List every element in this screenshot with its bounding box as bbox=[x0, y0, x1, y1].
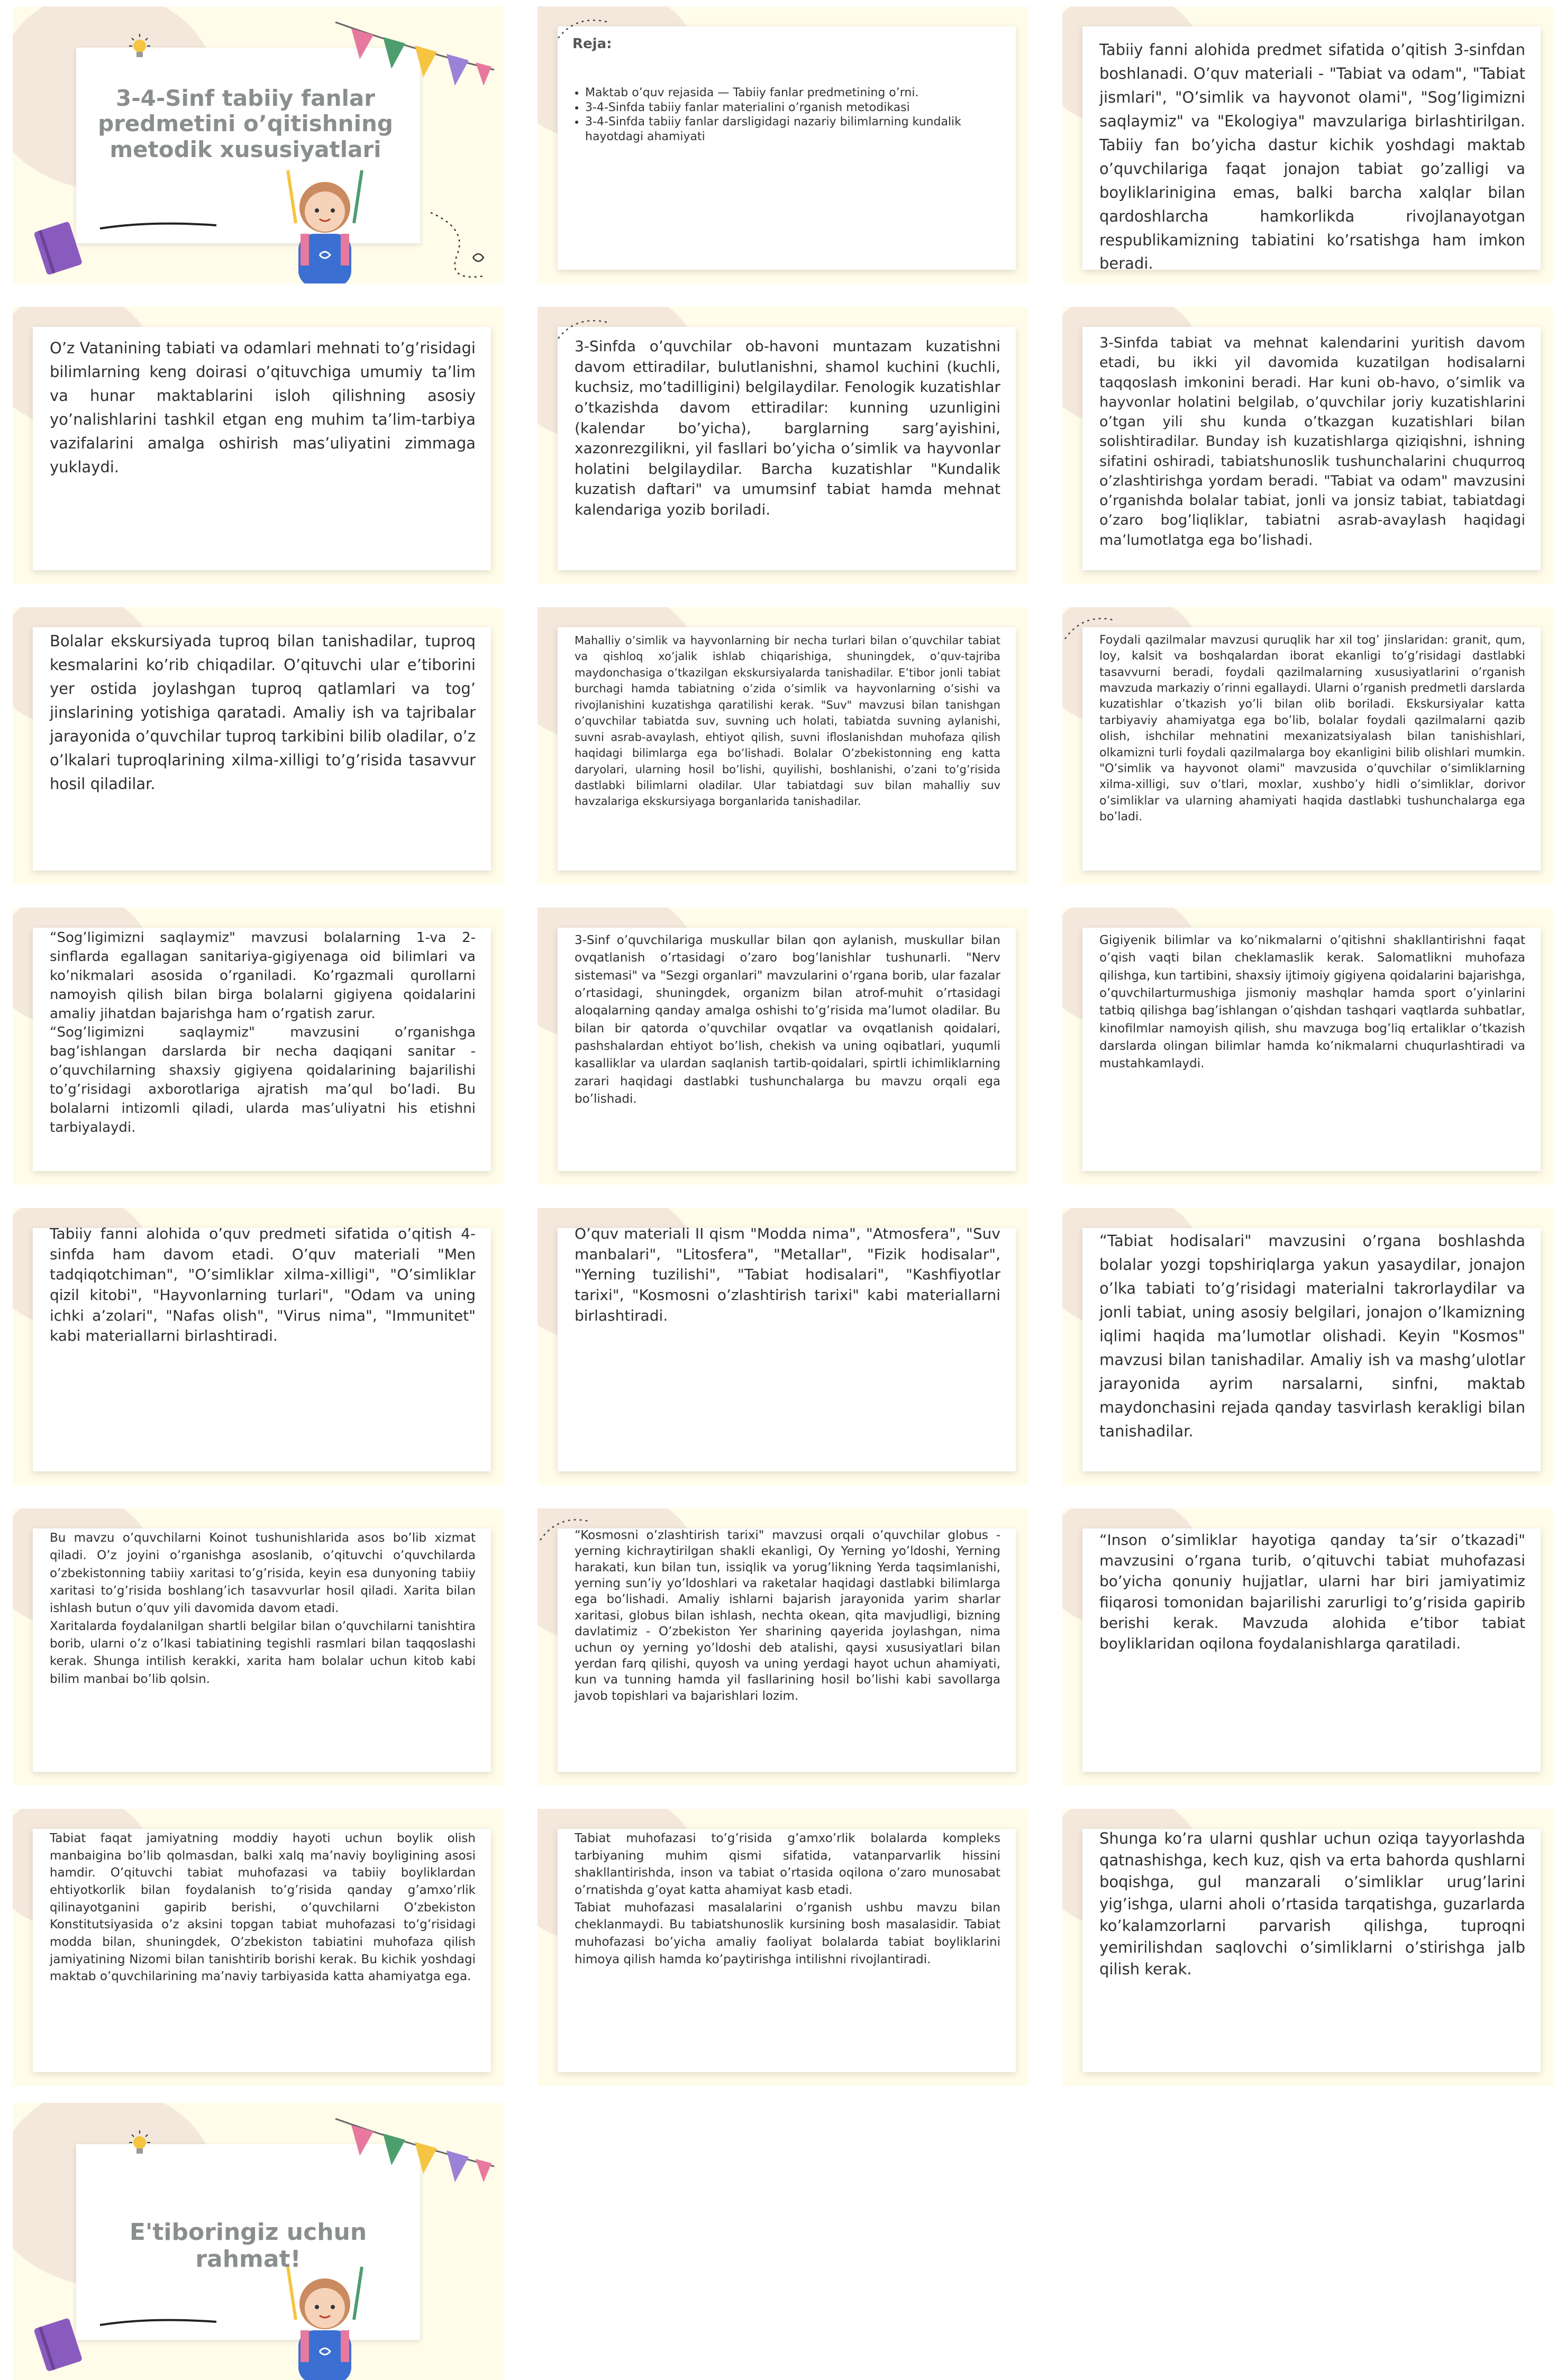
plan-item: • Maktab o’quv rejasida — Tabiiy fanlar predmetining o’rni. bbox=[585, 86, 1019, 100]
bunting-flags-decoration bbox=[330, 2108, 499, 2203]
slide-paragraph: Tabiiy fanni alohida o’quv predmeti sifatida o’qitish 4-sinfda ham davom etadi. O’quv materiali "Men tadqiqotchiman", "O’simliklar xilma-xilligi", "O’simliklar qizil kitobi", "Hayvonlarning turlari", "Odam va uning ichki a’zolari", "Nafas olish", "Virus nima", "Immunitet" kabi materiallarni birlashtiradi. bbox=[50, 1225, 476, 1345]
slide-paragraph: 3-Sinfda tabiat va mehnat kalendarini yuritish davom etadi, bu ikki yil davomida kuzatilgan hodisalarni taqqoslash imkonini beradi. Har kuni ob-havo, o’simlik va hayvonlar holatini belgilab, o’quvchilar joriy kuzatishlarini o’tgan yili shu kunda o’tkazgan kuzatishlari bilan solishtiradilar. Bunday ish kuzatishlarga qiziqishni, ishning sifatini oshiradi, tabiatshunoslik tushunchalarini chuqurroq o’zlashtirishga yordam beradi. "Tabiat va odam" mavzusini o’rganishda bolalar tabiat, jonli va jonsiz tabiat, tabiatdagi o’zaro bog’liqliklar, tabiatni asrab-avaylash haqidagi ma’lumotlatga ega bo’lishadi. bbox=[1099, 335, 1525, 548]
slide-text-3[interactable] bbox=[1062, 6, 1553, 283]
slide-paragraph: 3-Sinf o’quvchilariga muskullar bilan qon aylanish, muskullar bilan ovqatlanish o’rtasidagi o’zaro bog’lanishlar tushunarli. "Nerv sistemasi" va "Sezgi organlari" mavzularini o’rgana borib, ular fazalar o’rtasidagi, shuningdek, organizm bilan atrof-muhit o’rtasidagi aloqalarning qanday amalga oshishi to’g’risida ma’lumot oladilar. Bu bilan bir qatorda o’quvchilar ovqatlar va ovqatlanish qoidalari, pashshalardan ehtiyot bo’lish, chekish va uning oqibatlari, yuqumli kasalliklar va ulardan saqlanish tartib-qoidalari, spirtli ichimliklarning zarari haqidagi dastlabki tushunchalarga bu mavzu orqali ega bo’lishadi. bbox=[575, 933, 1000, 1106]
slide-paragraph: “Sog’ligimizni saqlaymiz" mavzusi bolalarning 1-va 2- sinflarda egallagan sanitariya-gigiyenaga oid bilimlari va ko’nikmalari asosida o’rganiladi. Ko’rgazmali qurollarni namoyish qilish bilan birga bolalarni gigiyena qoidalarini amaliy jihatdan bajarishga ham o’rgatish zarur. “Sog’ligimizni saqlaymiz" mavzusini o’rganishga bag’ishlangan darslarda bir necha daqiqani sanitar - o’quvchilarning shaxsiy gigiyena qoidalarining bajarilishi to’g’risidagi axborotlariga ajratish ma’qul bo’ladi. Bu bolalarni intizomli qiladi, ularda mas’uliyatni his etishni tarbiyalaydi. bbox=[50, 930, 476, 1136]
slide-text-20[interactable] bbox=[538, 1809, 1028, 2086]
slide-paragraph: “Inson o’simliklar hayotiga qanday ta’sir o’tkazadi" mavzusini o’rgana turib, o’qituvchi tabiat muhofazasi bo’yicha qonuniy hujjatlar, ularni har biri jamiyatimiz fiiqarosi tomonidan bajarilishi zarurligi to’g’risida gapirib berishi kerak. Mavzuda alohida e’tibor tabiat boyliklaridan oqilona foydalanishlarga qaratiladi. bbox=[1099, 1531, 1525, 1652]
slide-text-6[interactable] bbox=[1062, 307, 1553, 584]
slide-text-8[interactable] bbox=[538, 607, 1028, 884]
bunting-flags-decoration bbox=[330, 12, 499, 107]
plan-item: • 3-4-Sinfda tabiiy fanlar materialini o’rganish metodikasi bbox=[585, 100, 1019, 115]
slide-paragraph: O’z Vatanining tabiati va odamlari mehnati to’g’risidagi bilimlarning keng doirasi o’qituvchiga umumiy ta’lim va hunar maktablarini isloh qilishning asosiy yo’nalishlarini tashkil etgan eng muhim ta’lim-tarbiya vazifalarini amalga oshirish mas’uliyatini zimmaga yuklaydi. bbox=[50, 339, 476, 476]
slide-text-11[interactable] bbox=[538, 908, 1028, 1185]
slide-paragraph: Shunga ko’ra ularni qushlar uchun oziqa tayyorlashda qatnashishga, kech kuz, qish va erta bahorda qushlarni boqishga, gul manzarali o’simliklar urug’larini yig’ishga, ularni aholi o’rtasida tarqatishga, guzarlarda ko’kalamzorlarni parvarish qilishga, tuproqni yemirilishdan saqlovchi o’simliklarni o’stirishga jalb qilish kerak. bbox=[1099, 1829, 1525, 1979]
plan-heading: Reja: bbox=[572, 36, 612, 52]
slide-paragraph: “Tabiat hodisalari" mavzusini o’rgana boshlashda bolalar yozgi topshiriqlarga yakun yasaydilar, jonajon o’lka tabiati to’g’risidagi materialni takrorlaydilar va jonli tabiat, uning asosiy belgilari, jonajon o’lkamizning iqlimi haqida ma’lumotlar olishadi. Keyin "Kosmos" mavzusi bilan tanishadilar. Amaliy ish va mashg’ulotlar jarayonida ayrim narsalarni, sinfni, maktab maydonchasini rejada qanday tasvirlash kerakligi bilan tanishadilar. bbox=[1099, 1232, 1525, 1440]
dotted-path-decoration bbox=[1062, 607, 1121, 644]
dotted-path-decoration bbox=[425, 207, 494, 281]
slide-title[interactable] bbox=[13, 6, 504, 283]
slide-plan[interactable] bbox=[538, 6, 1028, 283]
slide-text-16[interactable] bbox=[13, 1508, 504, 1786]
book-icon bbox=[29, 218, 87, 276]
girl-illustration bbox=[256, 160, 394, 283]
plan-card bbox=[558, 26, 1016, 270]
dotted-path-decoration bbox=[556, 312, 614, 344]
slide-paragraph: O’quv materiali II qism "Modda nima", "Atmosfera", "Suv manbalari", "Litosfera", "Metallar", "Fizik hodisalar", "Yerning tuzilishi", "Tabiat hodisalari", "Kashfiyotlar tarixi", "Kosmosni o’zlashtirish tarixi" kabi materiallarni birlashtiradi. bbox=[575, 1225, 1000, 1324]
presentation-title: 3-4-Sinf tabiiy fanlar predmetini o’qitishning metodik xususiyatlari bbox=[98, 85, 393, 162]
lightbulb-icon bbox=[126, 2129, 153, 2161]
slide-paragraph: 3-Sinfda o’quvchilar ob-havoni muntazam kuzatishni davom ettiradilar, bulutlanishni, shamol kuchini (kuchli, kuchsiz, mo’tadilligini) belgilaydilar. Fenologik kuzatishlar o’tkazishda davom ettiradilar: kunning uzunligini (kalendar bo’yicha), barglarning sarg’ayishini, xazonrezgilikni, yil fasllari bo’yicha o’simlik va hayvonlar holatini belgilaydilar. Barcha kuzatishlar "Kundalik kuzatish daftari" va umumsinf tabiat hamda mehnat kalendariga yozib boriladi. bbox=[575, 337, 1000, 518]
slide-text-12[interactable] bbox=[1062, 908, 1553, 1185]
slide-text-13[interactable] bbox=[13, 1208, 504, 1485]
slide-text-15[interactable] bbox=[1062, 1208, 1553, 1485]
slide-paragraph: Bolalar ekskursiyada tuproq bilan tanishadilar, tuproq kesmalarini ko’rib chiqadilar. O’qituvchi ular e’tiborini yer ostida joylashgan tuproq qatlamlari va tog’ jinslarining yotishiga qaratadi. Amaliy ish va tajribalar jarayonida o’quvchilar tuproq tarkibini bilib oladilar, o’z o’lkalari tuproqlarining xilma-xilligi to’g’risida tasavvur hosil qiladilar. bbox=[50, 632, 476, 793]
slide-text-10[interactable] bbox=[13, 908, 504, 1185]
slide-text-7[interactable] bbox=[13, 607, 504, 884]
slide-paragraph: Tabiat muhofazasi to’g’risida g’amxo’rlik bolalarda kompleks tarbiyaning muhim qismi sifatida, vatanparvarlik hissini shakllantirishda, inson va tabiat o’rtasida oqilona o’zaro munosabat o’rnatishda g’oyat katta ahamiyat kasb etadi. Tabiat muhofazasi masalalarini o’rganish ushbu mavzu bilan cheklanmaydi. Bu tabiatshunoslik kursining bosh masalasidir. Tabiat muhofazasi bo’yicha amaliy faoliyat bolalarda tabiat boyliklarini himoya qilish hamda ko’paytirishga intilishni rivojlantiradi. bbox=[575, 1832, 1000, 1966]
slide-text-4[interactable] bbox=[13, 307, 504, 584]
slide-text-18[interactable] bbox=[1062, 1508, 1553, 1786]
girl-illustration bbox=[256, 2256, 394, 2380]
slide-text-9[interactable] bbox=[1062, 607, 1553, 884]
book-icon bbox=[29, 2314, 87, 2373]
slide-paragraph: Tabiiy fanni alohida predmet sifatida o’qitish 3-sinfdan boshlanadi. O’quv materiali - "Tabiat va odam", "Tabiat jismlari", "O’simlik va hayvonot olami", "Sog’ligimizni saqlaymiz" va "Ekologiya" mavzulariga birlashtirilgan. Tabiiy fan bo’yicha dastur kichik yoshdagi maktab o’quvchilariga faqat jonajon tabiat go’zalligi va boyliklarinigina emas, balki barcha xalqlar bilan qardoshlarcha hamkorlikda rivojlanayotgan respublikamizning tabiatini ko’rsatishga ham imkon beradi. bbox=[1099, 41, 1525, 273]
dotted-path-decoration bbox=[538, 1508, 596, 1545]
slide-paragraph: Mahalliy o’simlik va hayvonlarning bir necha turlari bilan o’quvchilar tabiat va qishloq xo’jalik ishlab chiqarishiga, shuningdek, o’quv-tajriba maydonchasiga o’tkazilgan ekskursiyalarda tanishadilar. E’tibor jonli tabiat burchagi hamda tabiatning o’zida o’simlik va hayvonlarning o’sishi va rivojlanishini kuzatishga qaratilishi kerak. "Suv" mavzusi bilan tanishgan o’quvchilar tabiatda suv, suvning uch holati, tabiatda suvning aylanishi, suvni asrab-avaylash, ehtiyot qilish, suvni ifloslanishdan muhofaza qilish haqidagi bilimlarga ega bo’lishadi. Bolalar O’zbekistonning eng katta daryolari, ularning hosil bo’lishi, quyilishi, boshlanishi, o’zani to’g’risida dastlabki bilimlarni oladilar. Ular tabiatdagi suv bilan mahalliy suv havzalariga ekskursiyaga borganlarida tanishadilar. bbox=[575, 634, 1000, 808]
slide-text-14[interactable] bbox=[538, 1208, 1028, 1485]
lightbulb-icon bbox=[126, 33, 153, 65]
slide-text-19[interactable] bbox=[13, 1809, 504, 2086]
plan-list bbox=[572, 86, 1019, 144]
slide-paragraph: Gigiyenik bilimlar va ko’nikmalarni o’qitishni shakllantirishni faqat o’qish vaqti bilan cheklamaslik kerak. Salomatlikni muhofaza qilishga, kun tartibini, shaxsiy ijtimoiy gigiyena qoidalarini bajarishga, o’quvchilarturmushiga jismoniy mashqlar hamda sport o’yinlarini tatbiq qilishga bag’ishlangan o’qishdan tashqari vaqtlarda suhbatlar, kinofilmlar namoyish qilish, shu mavzuga bog’liq ertaliklar o’tkazish darslarda olingan bilimlar hamda ko’nikmalarni chuqurlashtiradi va mustahkamlaydi. bbox=[1099, 933, 1525, 1071]
dotted-path-decoration bbox=[556, 12, 614, 43]
underline-stroke bbox=[97, 2314, 219, 2330]
slide-paragraph: Tabiat faqat jamiyatning moddiy hayoti uchun boylik olish manbaigina bo’lib qolmasdan, balki xalq ma’naviy boyligining asosi hamdir. O’qituvchi tabiat muhofazasi va tabiiy boyliklardan ehtiyotkorlik bilan foydalanish to’g’risida qanday g’amxo’rlik qilinayotganini gapirib berishi, o’quvchilarni O’zbekiston Konstitutsiyasida o’z aksini topgan tabiat muhofazasi to’g’risidagi modda bilan, shuningdek, O’zbekiston tabiatini muhofaza qilish jamiyatining Nizomi bilan tanishtirib borishi kerak. Bu kichik yoshdagi maktab o’quvchilarining ma’naviy tarbiyasida katta ahamiyatga ega. bbox=[50, 1832, 476, 1984]
plan-item: • 3-4-Sinfda tabiiy fanlar darsligidagi nazariy bilimlarning kundalik hayotdagi ahamiyati bbox=[585, 115, 1019, 144]
slide-text-17[interactable] bbox=[538, 1508, 1028, 1786]
thanks-heading: E'tiboringiz uchun rahmat! bbox=[129, 2219, 367, 2273]
slide-text-5[interactable] bbox=[538, 307, 1028, 584]
slide-paragraph: Bu mavzu o’quvchilarni Koinot tushunishlarida asos bo’lib xizmat qiladi. O’z joyini o’rganishga asoslanib, o’qituvchi o’quvchilarda o’zbekistonning tabiiy xaritasi to’g’risida, keyin esa dunyoning tabiiy xaritasi to’g’risida boshlang’ich tasavvurlar hosil qiladi. Xarita bilan ishlash butun o’quv yili davomida davom etadi. Xaritalarda foydalanilgan shartli belgilar bilan o’quvchilarni tanishtira borib, ularni o’z o’lkasi tabiatining tegishli rasmlari bilan taqqoslashi kerak. Shunga intilish kerakki, xarita ham bolalar uchun kitob kabi bilim manbai bo’lib qolsin. bbox=[50, 1531, 476, 1686]
slide-text-21[interactable] bbox=[1062, 1809, 1553, 2086]
slide-paragraph: “Kosmosni o’zlashtirish tarixi" mavzusi orqali o’quvchilar globus - yerning kichraytirilgan shakli ekanligi, Oy Yerning yo’ldoshi, Yerning harakati, kun bilan tun, issiqlik va yorug’likning Yerda taqsimlanishi, yerning sun’iy yo’ldoshlari va raketalar haqidagi dastlabki bilimlarga ega bo’lishadi. Amaliy ishlarni bajarish jarayonida yarim sharlar xaritasi, globus bilan ishlash, nechta okean, qita mavjudligi, bizning davlatimiz - O’zbekiston Yer sharining qayerida joylashgan, nima uchun oy yerning yo’ldoshi deb atalishi, qaysi xususiyatlari bilan yerdan farq qilishi, quyosh va uning yerdagi hayot uchun ahamiyati, kun va tunning hamda yil fasllarining hosil bo’lishi kabi savollarga javob topishlari va bajarishlari lozim. bbox=[575, 1528, 1000, 1703]
slide-paragraph: Foydali qazilmalar mavzusi quruqlik har xil tog’ jinslaridan: granit, qum, loy, kalsit va boshqalardan iborat ekanligi to’g’risidagi dastlabki tasavvurni beradi, foydali qazilmalarning xususiyatlarini o’rganish mavzuda markaziy o’rinni egallaydi. Ularni o’rganish predmetli darslarda kuzatishlar o’tkazish yo’li bilan olib boriladi. Ekskursiyalar katta tarbiyaviy ahamiyatga ega bo’lib, bolalar foydali qazilmalarni qazib olish, ishchilar mehnatini mexanizatsiyalash bilan tanishishlari, olkamizni turli foydali qazilmalarga boy ekanligini bilib olishlari mumkin. "O’simlik va hayvonot olami" mavzusida o’quvchilar o’simliklarning xilma-xilligi, suv o’tlari, moxlar, xushbo’y hidli o’simliklar, dorivor o’simliklar va ularning ahamiyati haqida dastlabki tushunchalarga ega bo’ladi. bbox=[1099, 634, 1525, 823]
slide-thanks[interactable] bbox=[13, 2103, 504, 2380]
underline-stroke bbox=[97, 218, 219, 234]
